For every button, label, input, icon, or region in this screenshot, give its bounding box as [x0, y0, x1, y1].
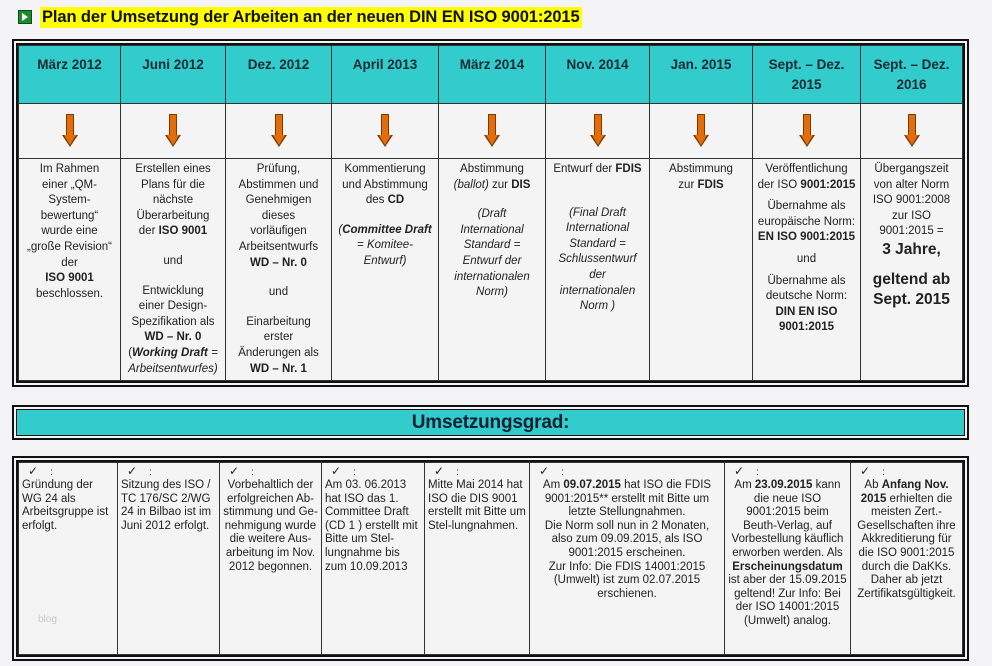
- colon: :: [251, 467, 254, 478]
- status-text: Am: [734, 479, 755, 491]
- text-line-bold: CD: [387, 194, 405, 207]
- status-cell: [425, 463, 530, 655]
- status-cell: [19, 463, 118, 655]
- description-cell: [753, 159, 861, 381]
- text-line: Abstimmung: [460, 163, 524, 175]
- text-line: Prüfung,: [256, 163, 301, 175]
- status-bold: Erscheinungsdatum: [732, 560, 843, 573]
- status-cell: [851, 463, 963, 655]
- text-line: europäische Norm:: [757, 215, 856, 228]
- text-line: bewertung“: [40, 209, 99, 222]
- status-text: Vorbehaltlich der erfolgreichen Ab-stimmung und Ge-nehmigung wurde die weitere Aus-arbeitung im Nov. 2012 begonnen.: [223, 479, 318, 573]
- status-text: Sitzung des ISO / TC 176/SC 2/WG 24 in Bilbao ist im Juni 2012 erfolgt.: [121, 479, 212, 532]
- text-line-italic: Arbeitsentwurfes): [128, 362, 218, 375]
- text-line-bold: WD – Nr. 0: [144, 331, 202, 344]
- status-text: hat ISO die FDIS 9001:2015** erstellt mit Bitte um letzte Stellungnahmen.: [544, 479, 712, 519]
- status-date-bold: 09.07.2015: [563, 479, 621, 491]
- status-text: Die Norm soll nun in 2 Monaten, also zum 09.09.2015, als ISO 9001:2015 erscheinen.: [544, 519, 710, 559]
- text-line-italic: International: [565, 222, 630, 235]
- check-icon: ✓: [539, 464, 550, 478]
- text-line-bold: ISO 9001: [158, 225, 208, 238]
- text-line: von alter Norm: [873, 178, 950, 191]
- date-cell: April 2013: [332, 46, 439, 104]
- text-line: Abstimmung: [669, 163, 733, 175]
- colon: :: [149, 467, 152, 478]
- status-text: Zur Info: Die FDIS 14001:2015 (Umwelt) ist zum 02.07.2015 erschienen.: [548, 560, 706, 600]
- colon: :: [756, 467, 759, 478]
- text-line: beschlossen.: [35, 287, 104, 300]
- check-icon: ✓: [331, 464, 342, 478]
- text-line-italic: Norm): [476, 286, 508, 299]
- text-line: dieses: [261, 209, 296, 222]
- text-line: nächste: [152, 194, 194, 207]
- text-line: der: [61, 256, 78, 269]
- umsetzungsgrad-heading: Umsetzungsgrad:: [411, 411, 570, 433]
- status-text: Am 03. 06.2013 hat ISO das 1. Committee Draft (CD 1 ) erstellt mit Bitte um Stel-lungnahme bis zum 10.09.2013: [325, 479, 418, 573]
- arrow-down-icon: [166, 114, 180, 148]
- arrow-down-icon: [694, 114, 708, 148]
- date-cell: [861, 46, 963, 104]
- text-line-bold: EN ISO 9001:2015: [757, 231, 856, 244]
- text-line-italic: = Komitee-: [357, 239, 413, 252]
- status-cell: [220, 463, 322, 655]
- date-cell: Juni 2012: [121, 46, 226, 104]
- text-line-bold: FDIS: [615, 163, 642, 175]
- text-line: Abstimmen und: [238, 178, 319, 191]
- arrow-down-icon: [485, 114, 499, 148]
- text-line-italic: (Final Draft: [569, 206, 626, 219]
- text-line: 9001:2015 =: [879, 225, 944, 238]
- description-cell: [332, 159, 439, 381]
- date-cell: [753, 46, 861, 104]
- status-cell: [322, 463, 425, 655]
- text-fragment: (: [338, 223, 343, 236]
- text-line: System-: [48, 194, 91, 207]
- arrow-down-icon: [800, 114, 814, 148]
- text-line-bold: WD – Nr. 0: [250, 256, 307, 269]
- description-cell: [650, 159, 753, 381]
- text-line: Änderungen als: [238, 346, 319, 359]
- text-line: Überarbeitung: [136, 209, 210, 222]
- date-cell: Dez. 2012: [226, 46, 332, 104]
- date-line: 2016: [896, 77, 927, 92]
- timeline-description-row: [19, 159, 963, 381]
- status-text: Gründung der WG 24 als Arbeitsgruppe ist erfolgt.: [22, 479, 109, 532]
- page-title-row: [18, 6, 582, 28]
- text-line-italic: International: [460, 223, 524, 236]
- check-icon: ✓: [28, 464, 39, 478]
- status-text: Ab: [864, 479, 882, 491]
- text-line: Spezifikation als: [131, 315, 215, 328]
- date-cell: Nov. 2014: [546, 46, 650, 104]
- date-line: Sept. – Dez.: [768, 57, 845, 72]
- text-fragment: zur: [492, 178, 508, 191]
- text-line: wurde eine: [41, 225, 98, 238]
- text-line: Erstellen eines: [135, 163, 211, 175]
- umsetzungsgrad-banner: [12, 405, 969, 440]
- text-line-italic: internationalen: [559, 284, 636, 297]
- text-line: zur ISO: [892, 209, 931, 222]
- green-arrow-bullet-icon: [18, 10, 32, 24]
- text-line: Arbeitsentwurfs: [238, 240, 319, 253]
- status-date-bold: 23.09.2015: [754, 479, 813, 491]
- text-line-bold: FDIS: [697, 178, 724, 191]
- text-line-italic: Standard =: [463, 239, 521, 252]
- text-line: und: [796, 252, 817, 265]
- date-line: 2015: [791, 77, 822, 92]
- status-text: erhielten die meisten Zert.-Gesellschaften ihre Akkreditierung für die ISO 9001:2015 durch die DaKKs. Daher ab jetzt Zertifikatsgültigkeit.: [857, 492, 956, 600]
- text-line-large: geltend ab: [872, 270, 951, 288]
- page-title: Plan der Umsetzung der Arbeiten an der neuen DIN EN ISO 9001:2015: [42, 7, 580, 26]
- text-line-italic: Standard =: [569, 237, 626, 250]
- arrow-down-icon: [63, 114, 77, 148]
- text-line: und Abstimmung: [342, 178, 428, 191]
- text-line: „große Revision“: [27, 240, 112, 253]
- text-line-italic: Norm ): [579, 300, 616, 313]
- text-line: Übernahme als: [767, 200, 846, 213]
- text-line: Plans für die: [141, 178, 205, 191]
- text-line-bold-italic: Working Draft: [132, 346, 208, 359]
- text-line-italic: internationalen: [454, 270, 530, 283]
- text-line-bold: 9001:2015: [779, 321, 834, 334]
- text-line: Kommentierung: [344, 163, 426, 175]
- date-cell: März 2012: [19, 46, 121, 104]
- text-fragment-italic: (ballot): [453, 178, 489, 191]
- arrow-down-icon: [905, 114, 919, 148]
- check-icon: ✓: [434, 464, 445, 478]
- status-text: kann die neue ISO 9001:2015 beim Beuth-Verlag, auf Vorbestellung käuflich erworben werden. Als: [731, 479, 844, 559]
- text-line-italic: Entwurf der: [462, 254, 522, 267]
- text-line: Im Rahmen: [39, 163, 100, 175]
- text-line-large: Sept. 2015: [873, 290, 950, 308]
- status-text: Mitte Mai 2014 hat ISO die DIS 9001 erstellt mit Bitte um Stel-lungnahmen.: [428, 479, 526, 532]
- colon: :: [882, 467, 885, 478]
- status-date-bold: Anfang Nov. 2015: [860, 479, 949, 505]
- description-cell: [121, 159, 226, 381]
- arrow-down-icon: [591, 114, 605, 148]
- description-cell: [861, 159, 963, 381]
- text-line: Übergangszeit: [874, 163, 949, 175]
- date-line: Sept. – Dez.: [873, 57, 950, 72]
- text-fragment: Entwurf der: [553, 163, 613, 175]
- text-line-bold-italic: Committee Draft: [342, 223, 432, 236]
- watermark: blog: [38, 614, 57, 625]
- text-fragment: zur: [678, 178, 695, 191]
- arrow-down-icon: [272, 114, 286, 148]
- text-line-bold: DIS: [511, 178, 531, 191]
- text-fragment: (: [128, 346, 133, 359]
- text-line: deutsche Norm:: [765, 290, 848, 303]
- description-cell: [439, 159, 546, 381]
- date-cell: März 2014: [439, 46, 546, 104]
- text-line-bold: WD – Nr. 1: [250, 362, 307, 375]
- text-line: Übernahme als: [767, 274, 846, 287]
- check-icon: ✓: [127, 464, 138, 478]
- text-line-bold: DIN EN ISO: [775, 305, 838, 318]
- check-icon: ✓: [734, 464, 745, 478]
- text-line: vorläufigen: [250, 225, 307, 238]
- colon: :: [353, 467, 356, 478]
- text-line: Entwicklung: [142, 284, 204, 297]
- text-line: Veröffentlichung: [765, 163, 848, 175]
- text-line-bold: 9001:2015: [800, 178, 856, 191]
- colon: :: [561, 467, 564, 478]
- status-text: ist aber der 15.09.2015 geltend! Zur Info: Bei der ISO 14001:2015 (Umwelt) analog.: [728, 574, 847, 627]
- text-line-italic: der: [589, 268, 606, 281]
- timeline-table: [12, 39, 969, 387]
- text-line: einer Design-: [138, 300, 208, 313]
- text-line: Genehmigen: [245, 194, 312, 207]
- status-row: [19, 463, 963, 655]
- check-icon: ✓: [229, 464, 240, 478]
- description-cell: [19, 159, 121, 381]
- text-line-italic: (Draft: [477, 208, 507, 221]
- text-line: und: [163, 254, 183, 267]
- status-text: Am: [542, 479, 564, 491]
- timeline-arrow-row: [19, 104, 963, 159]
- text-fragment: der ISO: [757, 178, 798, 191]
- status-cell: [530, 463, 725, 655]
- text-line: einer „QM-: [42, 178, 97, 191]
- text-line: erster: [263, 331, 294, 344]
- colon: :: [456, 467, 459, 478]
- status-table: [12, 456, 969, 661]
- description-cell: [546, 159, 650, 381]
- text-fragment: =: [207, 346, 218, 359]
- colon: :: [50, 467, 53, 478]
- text-line-bold: ISO 9001: [45, 272, 94, 285]
- text-line: Einarbeitung: [246, 315, 311, 328]
- status-cell: [118, 463, 220, 655]
- text-line-large: 3 Jahre,: [882, 240, 941, 258]
- status-cell: [725, 463, 851, 655]
- description-cell: [226, 159, 332, 381]
- arrow-down-icon: [378, 114, 392, 148]
- text-line-italic: Schlussentwurf: [558, 253, 637, 266]
- date-cell: Jan. 2015: [650, 46, 753, 104]
- text-line: der: [138, 225, 156, 238]
- check-icon: ✓: [860, 464, 871, 478]
- timeline-date-row: [19, 46, 963, 104]
- text-fragment: des: [365, 194, 385, 207]
- text-line: ISO 9001:2008: [872, 194, 951, 207]
- text-line: und: [268, 286, 289, 299]
- text-line-italic: Entwurf): [363, 254, 407, 267]
